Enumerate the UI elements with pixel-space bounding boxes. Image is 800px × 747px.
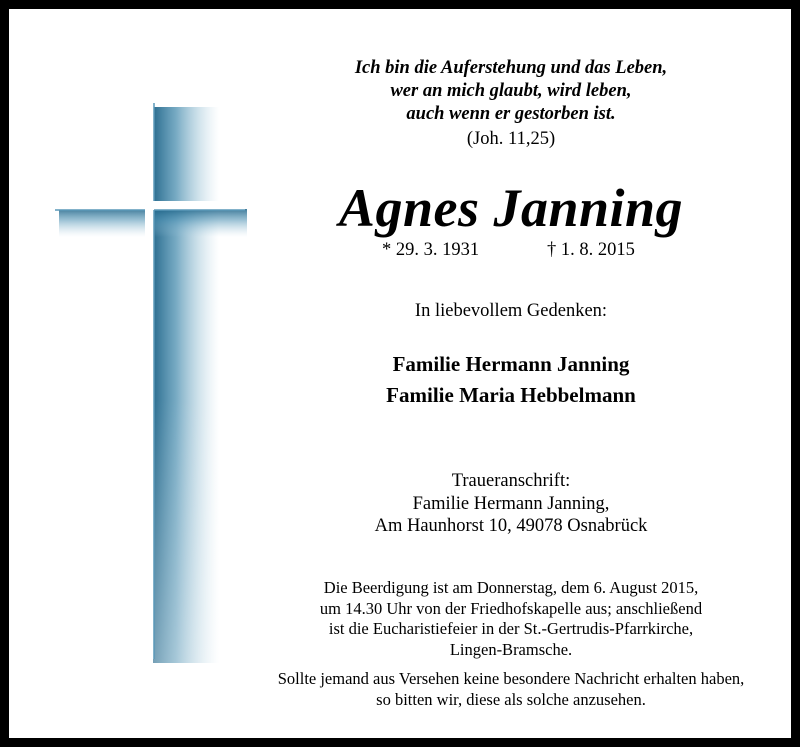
death-date: † 1. 8. 2015 <box>547 240 635 260</box>
verse-reference: (Joh. 11,25) <box>466 129 556 149</box>
verse-line: auch wenn er gestorben ist. <box>406 104 616 124</box>
mourning-families <box>309 349 713 411</box>
funeral-line: um 14.30 Uhr von der Friedhofskapelle aus; anschließend <box>319 598 703 618</box>
mourning-address <box>309 470 713 538</box>
family-name: Familie Hermann Janning <box>392 352 630 376</box>
funeral-line: Lingen-Bramsche. <box>449 639 573 659</box>
verse-line: Ich bin die Auferstehung und das Leben, <box>354 58 668 78</box>
bible-verse <box>309 57 713 126</box>
address-line: Traueranschrift: <box>451 471 571 491</box>
family-name: Familie Maria Hebbelmann <box>386 383 636 407</box>
cross-icon <box>49 99 269 669</box>
funeral-line: ist die Eucharistiefeier in der St.-Gertrudis-Pfarrkirche, <box>328 619 694 638</box>
notice-line: Sollte jemand aus Versehen keine besondere Nachricht erhalten haben, <box>277 669 745 688</box>
birth-date: * 29. 3. 1931 <box>382 240 480 260</box>
remembrance-heading: In liebevollem Gedenken: <box>414 301 608 321</box>
notice-line: so bitten wir, diese als solche anzusehen. <box>376 689 646 709</box>
verse-line: wer an mich glaubt, wird leben, <box>390 81 632 101</box>
address-line: Familie Hermann Janning, <box>412 493 610 514</box>
funeral-line: Die Beerdigung ist am Donnerstag, dem 6. August 2015, <box>323 578 699 597</box>
deceased-name: Agnes Janning <box>338 178 684 238</box>
funeral-details <box>279 578 743 660</box>
address-line: Am Haunhorst 10, 49078 Osnabrück <box>374 516 648 536</box>
notification-note <box>249 669 773 710</box>
